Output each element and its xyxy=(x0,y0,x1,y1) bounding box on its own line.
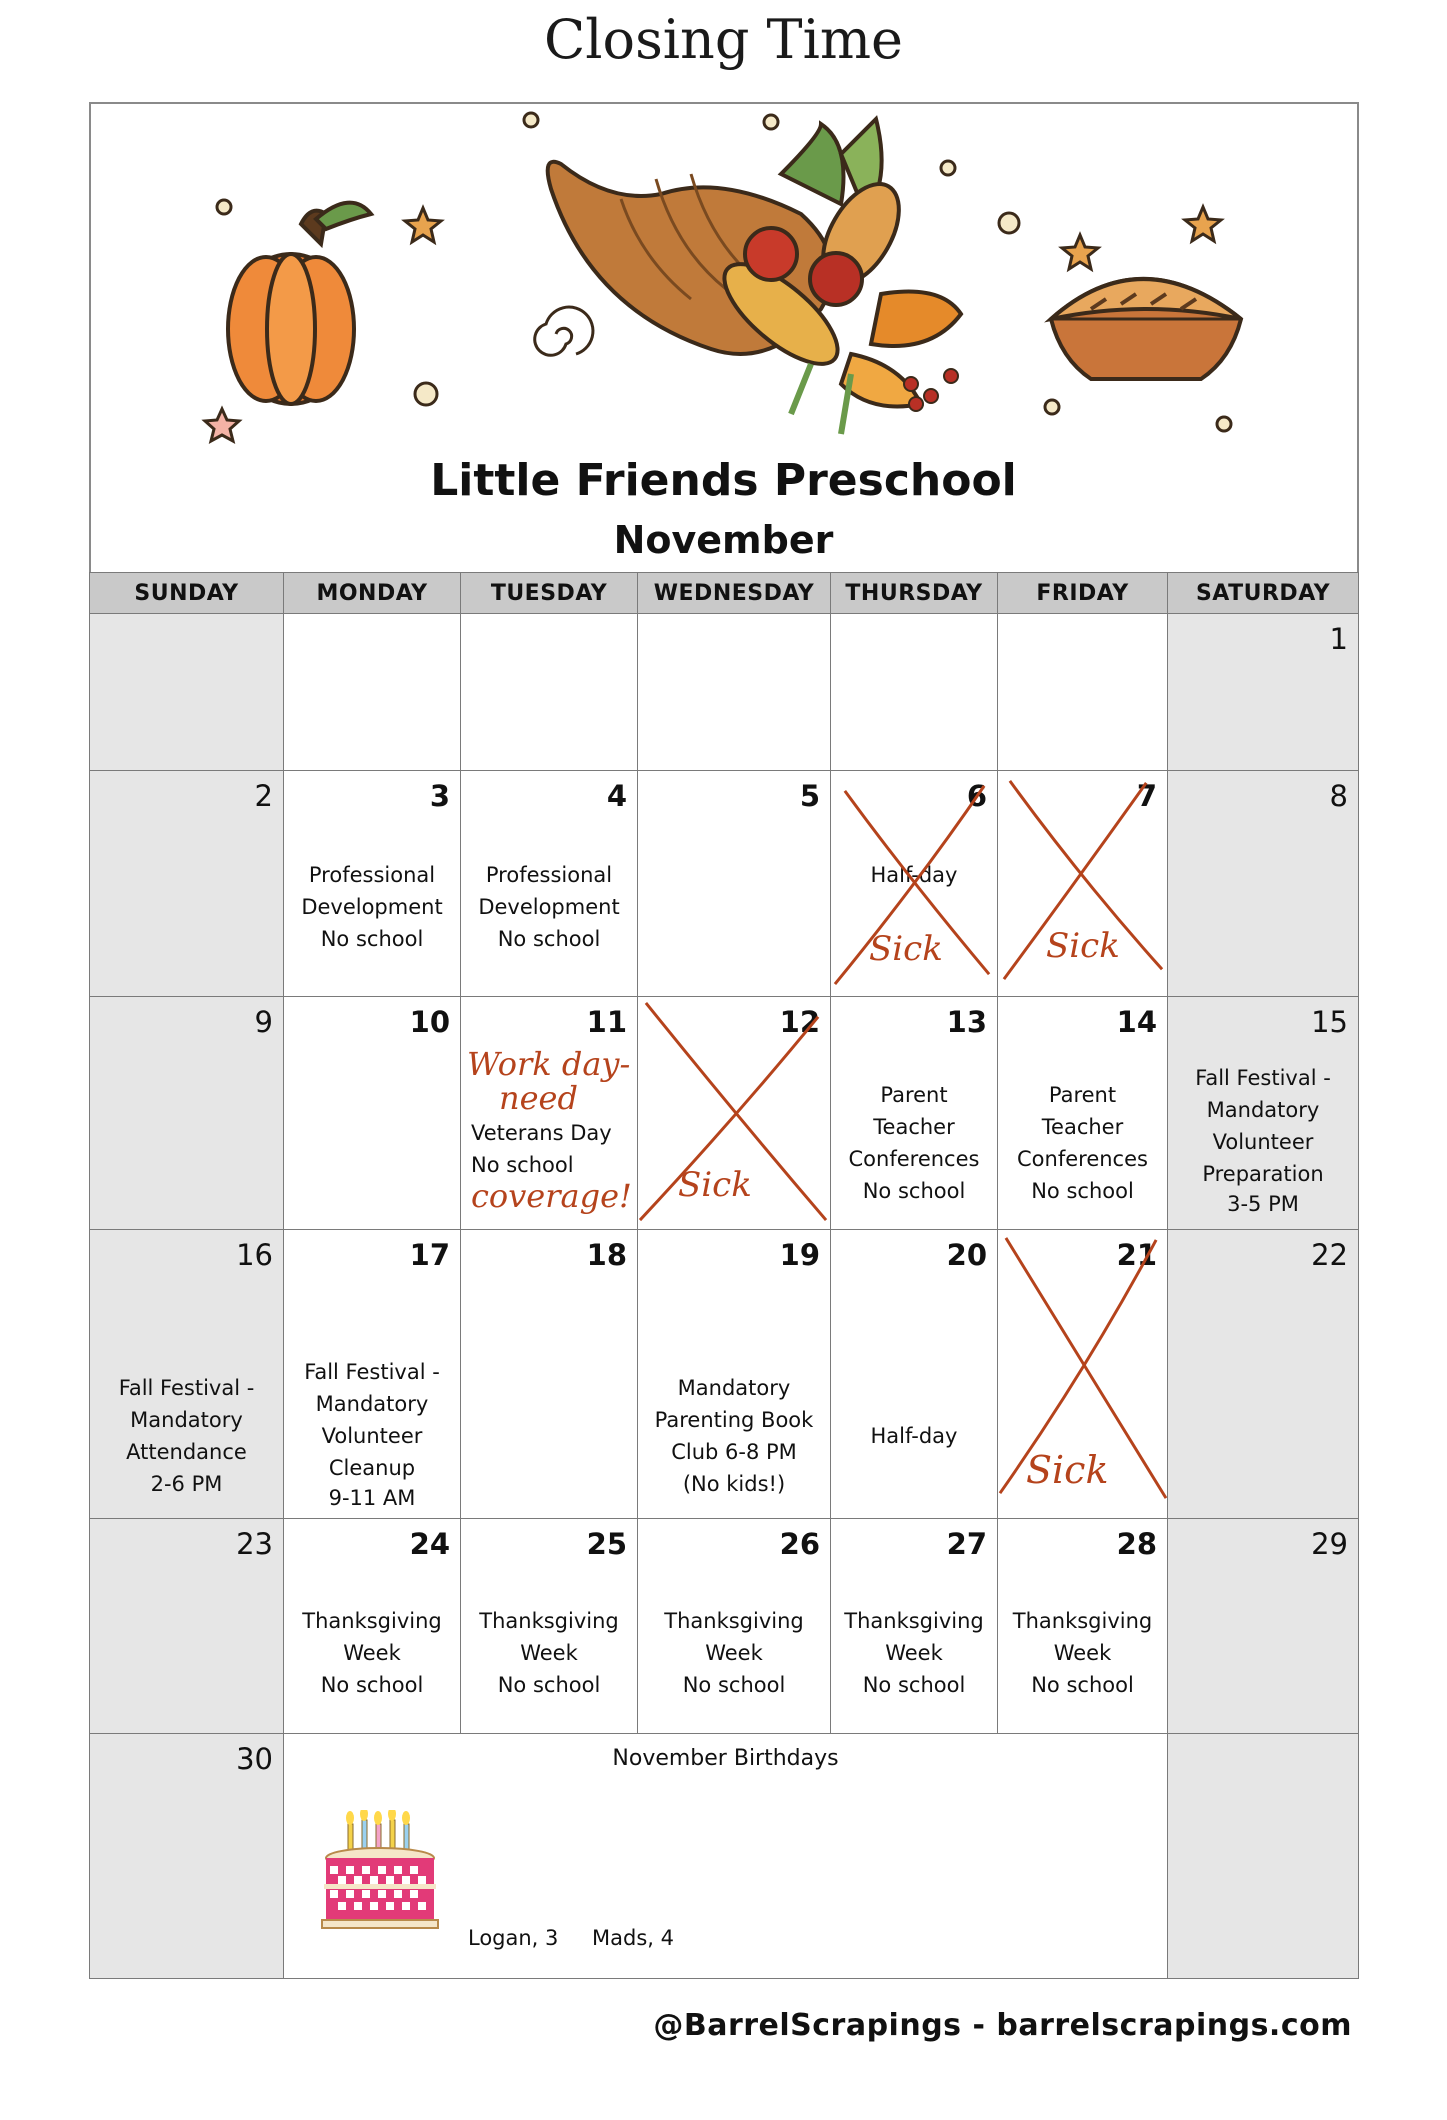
day-number: 10 xyxy=(409,1005,450,1039)
day-number: 5 xyxy=(799,779,820,813)
day-number: 16 xyxy=(236,1238,273,1272)
event-text: Fall Festival - Mandatory Attendance 2-6 PM xyxy=(118,1376,255,1496)
birthdays-title: November Birthdays xyxy=(612,1746,839,1771)
day-number: 2 xyxy=(254,779,273,813)
event-text: Thanksgiving Week No school xyxy=(1012,1609,1153,1697)
day-cell-26[interactable] xyxy=(637,1518,831,1734)
day-number: 1 xyxy=(1329,622,1348,656)
day-number: 9 xyxy=(254,1005,273,1039)
day-cell-empty xyxy=(1167,1733,1359,1979)
day-cell-11[interactable] xyxy=(460,996,638,1230)
day-number: 26 xyxy=(779,1527,820,1561)
event-text: Professional Development No school xyxy=(478,863,620,951)
credit-footer: @BarrelScrapings - barrelscrapings.com xyxy=(653,2008,1352,2043)
day-cell-1[interactable] xyxy=(1167,613,1359,771)
event-text: Thanksgiving Week No school xyxy=(844,1609,984,1697)
day-number: 30 xyxy=(236,1742,273,1776)
weekday-header-wednesday: WEDNESDAY xyxy=(637,572,831,614)
day-cell-30[interactable] xyxy=(89,1733,284,1979)
weekday-header-thursday: THURSDAY xyxy=(830,572,998,614)
day-cell-8[interactable] xyxy=(1167,770,1359,997)
event-text: Parent Teacher Conferences No school xyxy=(1017,1083,1148,1203)
day-cell-24[interactable] xyxy=(283,1518,461,1734)
swirl-icon xyxy=(535,307,593,355)
day-cell-4[interactable] xyxy=(460,770,638,997)
event-text: Mandatory Parenting Book Club 6-8 PM (No kids!) xyxy=(654,1376,814,1496)
day-cell-22[interactable] xyxy=(1167,1229,1359,1519)
cornucopia-icon xyxy=(548,119,961,434)
school-name: Little Friends Preschool xyxy=(430,455,1017,506)
day-cell-empty xyxy=(830,613,998,771)
day-number: 4 xyxy=(606,779,627,813)
day-number: 15 xyxy=(1311,1005,1348,1039)
weekday-header-tuesday: TUESDAY xyxy=(460,572,638,614)
day-number: 19 xyxy=(779,1238,820,1272)
day-cell-6[interactable] xyxy=(830,770,998,997)
day-number: 13 xyxy=(946,1005,987,1039)
day-number: 20 xyxy=(946,1238,987,1272)
event-text: Thanksgiving Week No school xyxy=(479,1609,619,1697)
sick-note: Sick xyxy=(869,929,943,969)
weekday-header-friday: FRIDAY xyxy=(997,572,1168,614)
day-cell-29[interactable] xyxy=(1167,1518,1359,1734)
day-cell-3[interactable] xyxy=(283,770,461,997)
sick-note: Sick xyxy=(1026,1448,1109,1492)
day-cell-14[interactable] xyxy=(997,996,1168,1230)
birthday-cake-icon xyxy=(320,1810,440,1940)
event-text: Fall Festival - Mandatory Volunteer Cleanup 9-11 AM xyxy=(304,1360,440,1510)
handwritten-note: coverage! xyxy=(471,1177,632,1215)
day-number: 25 xyxy=(586,1527,627,1561)
day-number: 17 xyxy=(409,1238,450,1272)
day-cell-empty xyxy=(283,613,461,771)
day-cell-12[interactable] xyxy=(637,996,831,1230)
day-number: 29 xyxy=(1311,1527,1348,1561)
day-cell-5[interactable] xyxy=(637,770,831,997)
pie-icon xyxy=(1051,279,1241,379)
day-cell-empty xyxy=(637,613,831,771)
sick-note: Sick xyxy=(678,1165,752,1205)
day-cell-18[interactable] xyxy=(460,1229,638,1519)
day-cell-9[interactable] xyxy=(89,996,284,1230)
day-cell-21[interactable] xyxy=(997,1229,1168,1519)
day-number: 11 xyxy=(586,1005,627,1039)
day-cell-19[interactable] xyxy=(637,1229,831,1519)
birthday-name: Mads, 4 xyxy=(592,1926,674,1950)
day-cell-empty xyxy=(997,613,1168,771)
day-number: 24 xyxy=(409,1527,450,1561)
event-text: Half-day xyxy=(870,1424,958,1448)
day-cell-27[interactable] xyxy=(830,1518,998,1734)
comic-title: Closing Time xyxy=(543,8,904,71)
event-text: Veterans Day No school xyxy=(471,1121,612,1177)
event-text: Thanksgiving Week No school xyxy=(302,1609,442,1697)
day-number: 6 xyxy=(966,779,987,813)
handwritten-note: Work day- xyxy=(467,1045,631,1083)
day-number: 23 xyxy=(236,1527,273,1561)
event-text: Professional Development No school xyxy=(301,863,443,951)
day-number: 3 xyxy=(429,779,450,813)
day-cell-13[interactable] xyxy=(830,996,998,1230)
weekday-header-sunday: SUNDAY xyxy=(89,572,284,614)
month-name: November xyxy=(613,518,834,562)
weekday-header-monday: MONDAY xyxy=(283,572,461,614)
day-number: 27 xyxy=(946,1527,987,1561)
day-cell-25[interactable] xyxy=(460,1518,638,1734)
day-cell-2[interactable] xyxy=(89,770,284,997)
day-cell-23[interactable] xyxy=(89,1518,284,1734)
event-text: Half-day xyxy=(870,863,958,887)
day-number: 7 xyxy=(1136,779,1157,813)
day-cell-10[interactable] xyxy=(283,996,461,1230)
handwritten-note: need xyxy=(499,1079,578,1117)
day-number: 14 xyxy=(1116,1005,1157,1039)
event-text: Fall Festival - Mandatory Volunteer Preparation 3-5 PM xyxy=(1195,1066,1331,1216)
day-number: 21 xyxy=(1116,1238,1157,1272)
day-number: 22 xyxy=(1311,1238,1348,1272)
pumpkin-icon xyxy=(228,203,371,404)
day-cell-16[interactable] xyxy=(89,1229,284,1519)
weekday-header-saturday: SATURDAY xyxy=(1167,572,1359,614)
day-cell-28[interactable] xyxy=(997,1518,1168,1734)
event-text: Parent Teacher Conferences No school xyxy=(848,1083,980,1203)
day-cell-15[interactable] xyxy=(1167,996,1359,1230)
day-cell-7[interactable] xyxy=(997,770,1168,997)
birthdays-panel xyxy=(283,1733,1168,1979)
sick-note: Sick xyxy=(1046,926,1120,966)
day-cell-empty xyxy=(89,613,284,771)
day-cell-17[interactable] xyxy=(283,1229,461,1519)
day-number: 12 xyxy=(779,1005,820,1039)
event-text: Thanksgiving Week No school xyxy=(664,1609,804,1697)
day-number: 28 xyxy=(1116,1527,1157,1561)
birthday-name: Logan, 3 xyxy=(468,1926,559,1950)
day-number: 18 xyxy=(586,1238,627,1272)
day-number: 8 xyxy=(1329,779,1348,813)
day-cell-20[interactable] xyxy=(830,1229,998,1519)
pink-star-icon xyxy=(205,409,239,441)
day-cell-empty xyxy=(460,613,638,771)
